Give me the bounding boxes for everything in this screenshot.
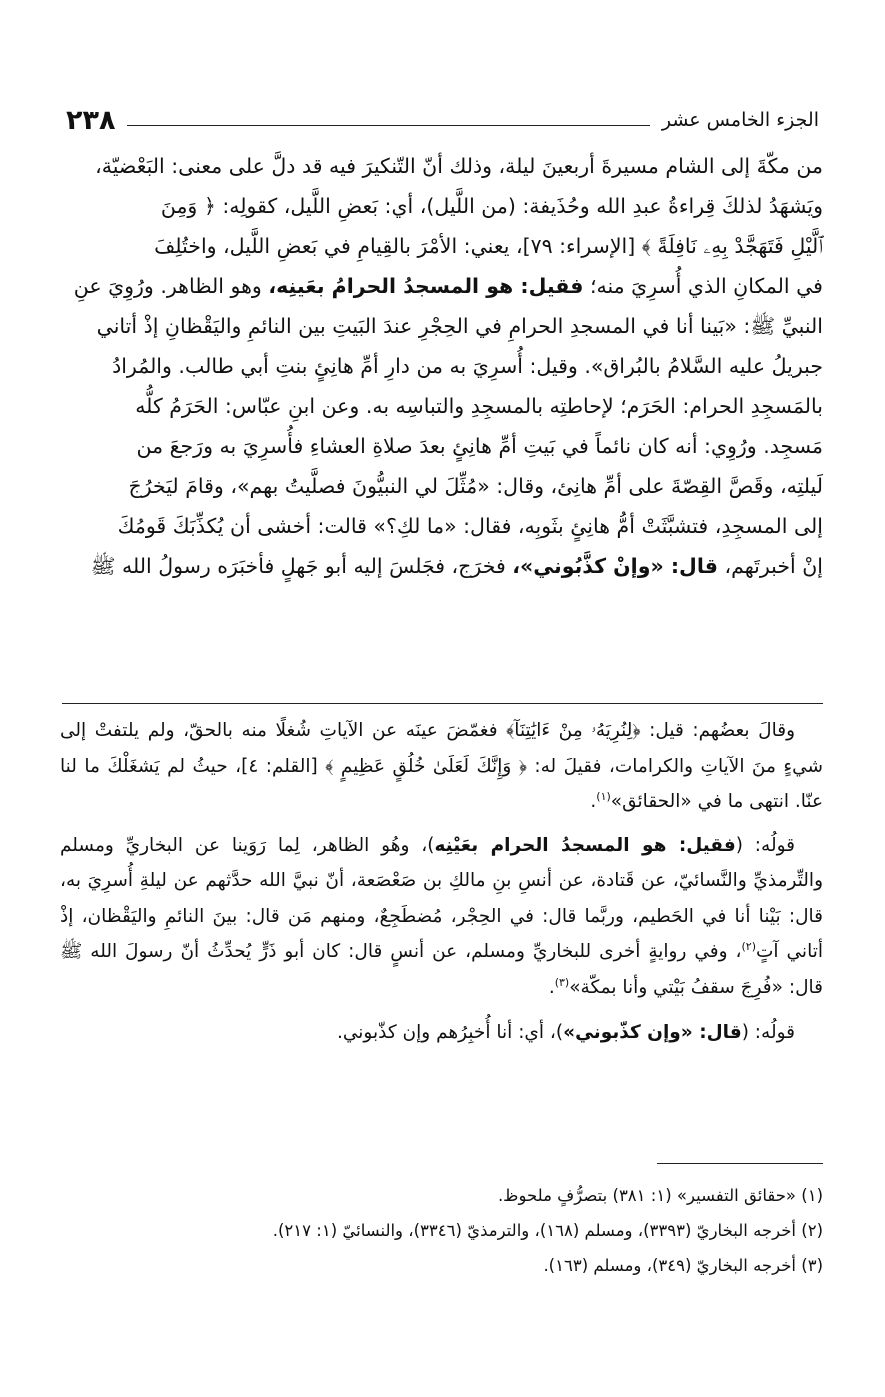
text-line xyxy=(60,546,823,586)
paragraph xyxy=(60,1015,823,1051)
footnote-ref: (٣) xyxy=(554,975,570,989)
text-line: ويَشهَدُ لذلكَ قِراءةُ عبدِ الله وحُذَيفة: (من اللَّيل)، أي: بَعضِ اللَّيل، كقولِه: ﴿ وَمِنَ xyxy=(160,194,823,218)
bold-quote: فقيل: هو المسجدُ الحرام بعَيْنِه xyxy=(434,834,736,856)
gloss-text xyxy=(60,713,823,1059)
footnote-ref: (١) xyxy=(596,789,611,803)
text-span: وقالَ بعضُهم: قيل: ﴿لِنُرِيَهُۥ مِنْ ءَايَٰتِنَآ﴾ فغمّضَ عينَه عن الآياتِ شُغلًا منه بالحقّ، ولم يلتفتْ إلى شيءٍ منَ الآياتِ والكرامات، فقيلَ له: ﴿ وَإِنَّكَ لَعَلَىٰ خُلُقٍ عَظِيمٍ ﴾ [القلم: ٤]، حيثُ لم يَشغَلْكَ ما لنا عنّا. انتهى ما في «الحقائق» xyxy=(60,720,823,812)
text-span: إنْ أخبرتَهم، xyxy=(717,554,823,578)
text-line: النبيِّ ﷺ: «بَينا أنا في المسجدِ الحرامِ في الحِجْرِ عندَ البَيتِ بين النائمِ واليَقْظانِ إذْ أتاني xyxy=(96,314,823,338)
text-span: في المكانِ الذي أُسرِيَ منه؛ xyxy=(583,274,823,298)
text-line: جبريلُ عليه السَّلامُ بالبُراق». وقيل: أُسرِيَ به من دارِ أمِّ هانِئٍ بنتِ أبي طالب. والمُرادُ xyxy=(112,354,823,378)
text-line: بالمَسجِدِ الحرام: الحَرَم؛ لإحاطتِه بالمسجِدِ والتباسِه به. وعن ابنِ عبّاس: الحَرَمُ كلُّه xyxy=(135,394,823,418)
footnote-ref: (٢) xyxy=(741,939,756,953)
text-line: من مكّةَ إلى الشام مسيرةَ أربعينَ ليلة، وذلك أنّ التّنكيرَ فيه قد دلَّ على معنى: البَعْضيّة، xyxy=(95,154,823,178)
paragraph: قولُه: (فقيل: هو المسجدُ الحرام بعَيْنِه)، وهُو الظاهر، لِما رَوَينا عن البخاريِّ ومسلم والتِّرمذيِّ والنَّسائيّ، عن قَتادة، عن أنسِ بنِ مالكِ بن صَعْصَعة، أنّ نبيَّ الله حدَّثهم عن ليلةِ أُسرِيَ به، قال: بَيْنا أنا في الحَطيم، وربَّما قال: في الحِجْر، مُضطَجِعٌ، ومنهم مَن قال: بينَ النائمِ واليَقْظان، إذْ أتاني آتٍ$^{(٢)}$، وفي روايةٍ أخرى للبخاريِّ ومسلم، عن أنسٍ قال: كان أبو ذَرٍّ يُحدِّثُ أنّ رسولَ الله ﷺ قال: «فُرِجَ سقفُ بَيْتي وأنا بمكّة»$^{(٣)}$. xyxy=(60,834,823,998)
paragraph: وقالَ بعضُهم: قيل: ﴿لِنُرِيَهُۥ مِنْ ءَايَٰتِنَآ﴾ فغمّضَ عينَه عن الآياتِ شُغلًا منه بالحقّ، ولم يلتفتْ إلى شيءٍ منَ الآياتِ والكرامات، فقيلَ له: ﴿ وَإِنَّكَ لَعَلَىٰ خُلُقٍ عَظِيمٍ ﴾ [القلم: ٤]، حيثُ لم يَشغَلْكَ ما لنا عنّا. انتهى ما في «الحقائق»$^{(١)}$. xyxy=(60,720,823,812)
header-rule xyxy=(127,125,649,126)
section-divider xyxy=(62,703,823,704)
footnote: (١) «حقائق التفسير» (١: ٣٨١) بتصرُّفٍ ملحوظ. xyxy=(497,1186,823,1205)
text-span: )، أي: أنا أُخبِرُهم وإن كذّبوني. xyxy=(336,1022,564,1043)
page-number: ٢٣٨ xyxy=(66,104,116,136)
text-span: ، وفي روايةٍ أخرى للبخاريِّ ومسلم، عن أنسٍ قال: كان أبو ذَرٍّ يُحدِّثُ أنّ رسولَ الله ﷺ قال: «فُرِجَ سقفُ بَيْتي وأنا بمكّة» xyxy=(60,941,823,998)
bold-quote: قال: «وإن كذّبوني» xyxy=(563,1022,742,1043)
text-line xyxy=(60,266,823,306)
running-title: الجزء الخامس عشر xyxy=(661,109,819,131)
text-line: مَسجِد. ورُوِي: أنه كان نائماً في بَيتِ أمِّ هانِئٍ بعدَ صلاةِ العشاءِ فأُسرِيَ به ورَجعَ من xyxy=(136,434,823,458)
page-header xyxy=(66,100,819,140)
text-line: ٱلَّيْلِ فَتَهَجَّدْ بِهِۦ نَافِلَةً ﴾ [الإسراء: ٧٩]، يعني: الأمْرَ بالقِيامِ في بَعضِ اللَّيل، واختُلِفَ xyxy=(154,234,823,258)
bold-quote: قال: «وإنْ كذَّبُوني»، xyxy=(512,554,718,578)
text-line: إلى المسجِدِ، فتشبَّثَتْ أمُّ هانِئٍ بثَوبِه، فقال: «ما لكِ؟» قالت: أخشى أن يُكذِّبَكَ قَومُكَ xyxy=(117,514,823,538)
footnote: (٣) أخرجه البخاريّ (٣٤٩)، ومسلم (١٦٣). xyxy=(543,1256,823,1275)
text-span: قولُه: ( xyxy=(735,834,796,856)
text-span: )، وهُو الظاهر، لِما رَوَينا عن البخاريِّ ومسلم والتِّرمذيِّ والنَّسائيّ، عن قَتادة، عن أنسِ بنِ مالكِ بن صَعْصَعة، أنّ نبيَّ الله حدَّثهم عن ليلةِ أُسرِيَ به، قال: بَيْنا أنا في الحَطيم، وربَّما قال: في الحِجْر، مُضطَجِعٌ، ومنهم مَن قال: بينَ النائمِ واليَقْظان، إذْ أتاني آتٍ xyxy=(60,834,823,962)
main-commentary-text xyxy=(60,146,823,586)
text-span: وهو الظاهر. ورُوِيَ عنِ xyxy=(73,274,269,298)
footnote-rule xyxy=(657,1163,823,1164)
footnotes xyxy=(60,1178,823,1283)
text-span: قولُه: ( xyxy=(741,1022,795,1043)
bold-quote: فقيل: هو المسجدُ الحرامُ بعَينِه، xyxy=(268,274,584,298)
footnote: (٢) أخرجه البخاريّ (٣٣٩٣)، ومسلم (١٦٨)، والترمذيّ (٣٣٤٦)، والنسائيّ (١: ٢١٧). xyxy=(272,1221,823,1240)
text-line: لَيلتِه، وقَصَّ القِصّةَ على أمِّ هانِئ، وقال: «مُثِّلَ لي النبيُّونَ فصلَّيتُ بهم»، وقامَ ليَخرُجَ xyxy=(128,474,823,498)
text-span: فخرَج، فجَلسَ إليه أبو جَهلٍ فأخبَرَه رسولُ الله ﷺ xyxy=(90,554,513,578)
